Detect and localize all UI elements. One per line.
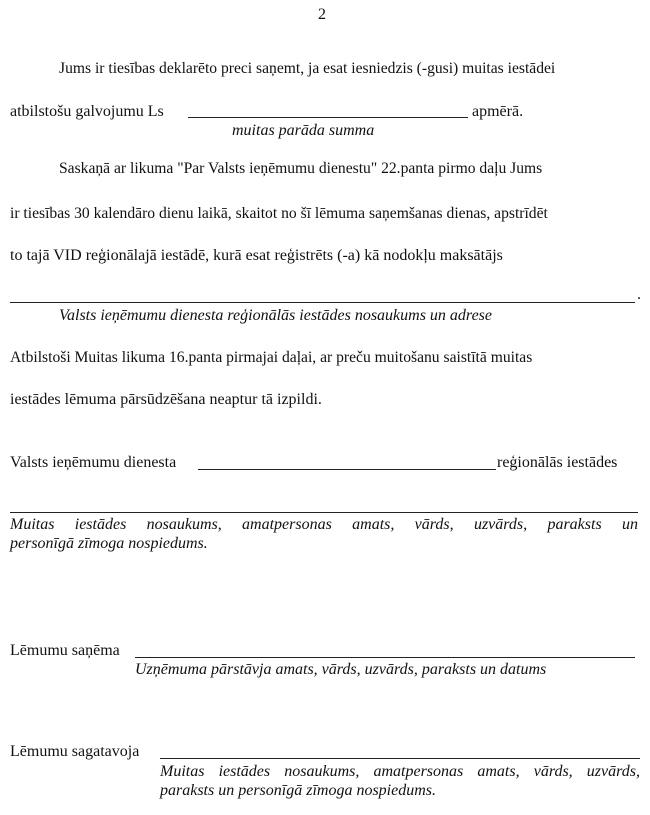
office-field-line: [198, 469, 496, 470]
para1-line1: Jums ir tiesības deklarēto preci saņemt, ja esat iesniedzis (-gusi) muitas iestādei: [59, 60, 556, 77]
para2-line3: to tajā VID reģionālajā iestādē, kurā esat reģistrēts (-a) kā nodokļu maksātājs: [10, 247, 503, 264]
regional-office-field-line: [10, 302, 635, 303]
office-caption-line2: personīgā zīmoga nospiedums.: [10, 535, 208, 552]
prepared-caption-line2: paraksts un personīgā zīmoga nospiedums.: [160, 782, 437, 799]
received-label: Lēmumu saņēma: [10, 642, 120, 659]
office-official-field-line: [10, 512, 638, 513]
regional-office-caption: Valsts ieņēmumu dienesta reģionālās iestādes nosaukums un adrese: [59, 307, 492, 324]
office-suffix: reģionālās iestādes: [497, 454, 618, 471]
prepared-field-line: [160, 758, 640, 759]
received-caption: Uzņēmuma pārstāvja amats, vārds, uzvārds, paraksts un datums: [135, 661, 547, 678]
para2-line2: ir tiesības 30 kalendāro dienu laikā, skaitot no šī lēmuma saņemšanas dienas, apstrīdēt: [10, 205, 548, 222]
para3-line1: Atbilstoši Muitas likuma 16.panta pirmajai daļai, ar preču muitošanu saistītā muitas: [10, 349, 533, 366]
prepared-caption-line1: Muitas iestādes nosaukums, amatpersonas amats, vārds, uzvārds,: [160, 763, 640, 780]
para1-line2-suffix: apmērā.: [472, 103, 524, 120]
para2-line4-end: .: [637, 286, 641, 303]
prepared-label: Lēmumu sagatavoja: [10, 743, 140, 760]
office-prefix: Valsts ieņēmumu dienesta: [10, 454, 177, 471]
office-caption-line1: Muitas iestādes nosaukums, amatpersonas amats, vārds, uzvārds, paraksts un: [10, 516, 638, 533]
amount-field-line: [188, 117, 468, 118]
para1-line2-prefix: atbilstošu galvojumu Ls: [10, 103, 164, 120]
para3-line2: iestādes lēmuma pārsūdzēšana neaptur tā izpildi.: [10, 391, 322, 408]
para2-line1: Saskaņā ar likuma "Par Valsts ieņēmumu dienestu" 22.panta pirmo daļu Jums: [59, 160, 543, 177]
received-field-line: [135, 657, 635, 658]
page-number: 2: [318, 6, 326, 23]
amount-caption: muitas parāda summa: [232, 122, 375, 139]
